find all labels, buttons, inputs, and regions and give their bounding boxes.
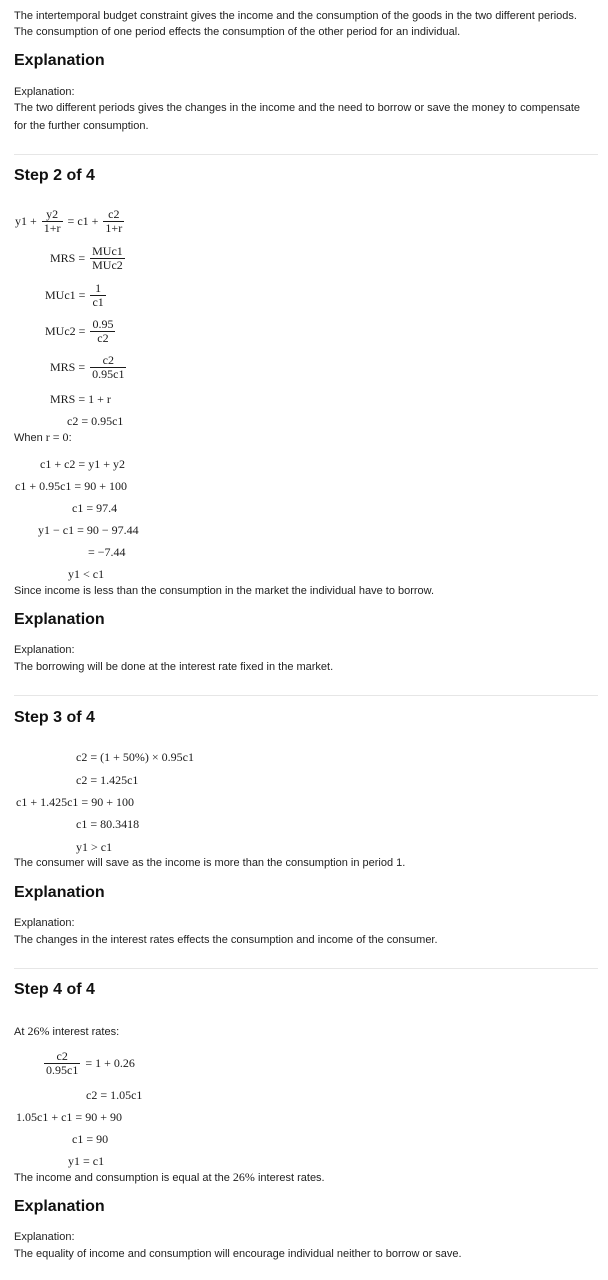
explanation-label: Explanation: (14, 1231, 75, 1243)
eq-lhs: MUc1 = (45, 288, 86, 302)
explanation-heading: Explanation (14, 52, 105, 69)
numerator: c2 (56, 1049, 68, 1063)
intro-line-1: The intertemporal budget constraint gives the income and the consumption of the goods in the two different periods. (14, 10, 577, 22)
when-math: r = 0 (45, 430, 69, 444)
at-text: At (14, 1026, 28, 1038)
fraction (44, 1050, 80, 1077)
fraction (42, 208, 63, 235)
step-3-note: The consumer will save as the income is more than the consumption in period 1. (14, 857, 406, 869)
mrs-rate-equation: MRS = 1 + r (50, 392, 111, 406)
explanation-text-line-1: The two different periods gives the changes in the income and the need to borrow or save the money to compensate (14, 102, 581, 114)
denominator: 1+r (43, 221, 61, 235)
numerator: c2 (102, 353, 114, 367)
numerator: 0.95 (92, 317, 114, 331)
denominator: c2 (90, 331, 115, 345)
fraction (103, 208, 124, 235)
muc1-equation (45, 282, 108, 309)
explanation-heading: Explanation (14, 611, 105, 628)
savings-result: = −7.44 (88, 545, 126, 559)
explanation-label: Explanation: (14, 644, 75, 656)
denominator: MUc2 (92, 258, 123, 272)
explanation-text: The equality of income and consumption will encourage individual neither to borrow or save. (14, 1248, 462, 1260)
when-colon: : (68, 432, 72, 444)
when-text: When (14, 432, 46, 444)
fraction (90, 245, 125, 272)
section-divider (14, 154, 598, 155)
interest-rate-condition (14, 1023, 119, 1041)
explanation-text: The changes in the interest rates effects the consumption and income of the consumer. (14, 934, 438, 946)
mrs-equation (50, 245, 127, 272)
substituted-equation: c1 + 0.95c1 = 90 + 100 (15, 479, 127, 493)
fraction (90, 354, 126, 381)
at-rest: interest rates: (49, 1026, 120, 1038)
step-2-title: Step 2 of 4 (14, 167, 95, 184)
numerator: 1 (95, 281, 102, 295)
c1-result: c1 = 90 (72, 1132, 109, 1146)
savings-equation: y1 − c1 = 90 − 97.44 (38, 523, 139, 537)
eq-lhs: MRS = (50, 251, 86, 265)
eq-lhs: MUc2 = (45, 324, 86, 338)
c2-rate-equation: c2 = (1 + 50%) × 0.95c1 (76, 750, 194, 764)
eq-part: y1 + (15, 214, 37, 228)
fraction (90, 282, 105, 309)
mrs-ratio-equation (50, 354, 128, 381)
denominator: 0.95c1 (46, 1063, 79, 1077)
budget-constraint-equation (15, 208, 126, 235)
when-condition (14, 429, 72, 447)
fraction (90, 318, 115, 345)
explanation-heading: Explanation (14, 884, 105, 901)
explanation-heading: Explanation (14, 1198, 105, 1215)
numerator: y2 (46, 207, 59, 221)
section-divider (14, 695, 598, 696)
denominator: 1+r (105, 221, 123, 235)
denominator: c1 (92, 295, 104, 309)
step-4-title: Step 4 of 4 (14, 981, 95, 998)
mrs-ratio-equation (42, 1050, 135, 1077)
step-4-note (14, 1169, 325, 1187)
substituted-equation: 1.05c1 + c1 = 90 + 90 (16, 1110, 122, 1124)
c2-result: c2 = 1.425c1 (76, 773, 139, 787)
explanation-text: The borrowing will be done at the interest rate fixed in the market. (14, 661, 334, 673)
c2-result: c2 = 1.05c1 (86, 1088, 143, 1102)
c2-equation: c2 = 0.95c1 (67, 414, 124, 428)
denominator: 0.95c1 (92, 367, 125, 381)
note-text-b: interest rates. (254, 1172, 325, 1184)
c1-result: c1 = 80.3418 (76, 817, 140, 831)
c1-result: c1 = 97.4 (72, 501, 118, 515)
eq-lhs: MRS = (50, 360, 86, 374)
explanation-text-line-2: for the further consumption. (14, 120, 149, 132)
note-text-a: The income and consumption is equal at the (14, 1172, 233, 1184)
income-comparison: y1 < c1 (68, 567, 105, 581)
income-comparison: y1 = c1 (68, 1154, 105, 1168)
at-math: 26% (27, 1024, 50, 1038)
step-3-title: Step 3 of 4 (14, 709, 95, 726)
explanation-label: Explanation: (14, 86, 75, 98)
consumption-sum-equation: c1 + c2 = y1 + y2 (40, 457, 125, 471)
numerator: MUc1 (92, 244, 123, 258)
explanation-label: Explanation: (14, 917, 75, 929)
eq-rhs: = 1 + 0.26 (85, 1056, 135, 1070)
note-math: 26% (232, 1170, 255, 1184)
income-comparison: y1 > c1 (76, 840, 113, 854)
numerator: c2 (108, 207, 120, 221)
muc2-equation (45, 318, 117, 345)
step-2-note: Since income is less than the consumption in the market the individual have to borrow. (14, 585, 435, 597)
section-divider (14, 968, 598, 969)
substituted-equation: c1 + 1.425c1 = 90 + 100 (16, 795, 134, 809)
eq-part: = c1 + (67, 214, 99, 228)
intro-line-2: The consumption of one period effects the consumption of the other period for an individual. (14, 26, 461, 38)
